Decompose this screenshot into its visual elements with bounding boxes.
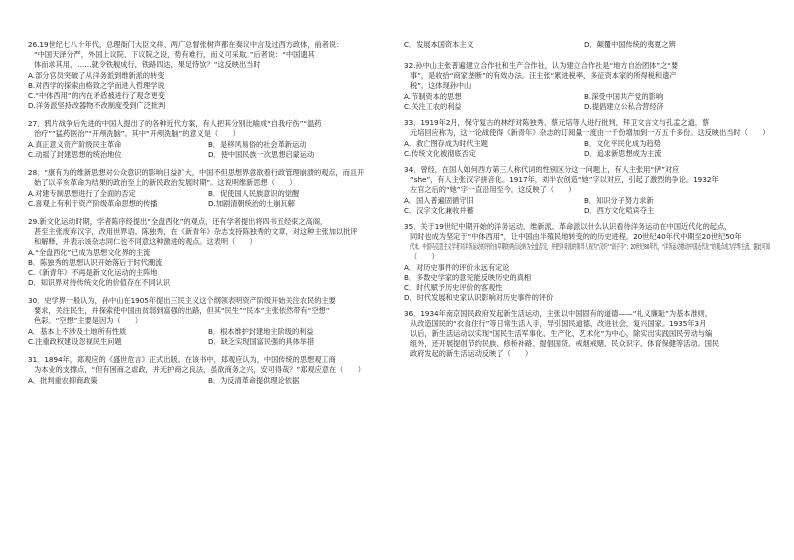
question-q30-option: B．根本维护封建地主阶级的利益	[208, 327, 314, 336]
question-q27-stem: 27．鸦片战争后先进的中国人提出了的各种近代方案，有人把其分别比喻成“自我疗伤”“温药	[28, 119, 322, 128]
question-q29-option: C.《新青年》不再是新文化运动的主阵地	[28, 268, 158, 277]
question-q34-option: B．知识分子努力求新	[584, 196, 654, 205]
question-q29-stem: 和解释，并表示该杂志同仁也不同意这种激进的观点。这表明（ ）	[34, 237, 257, 246]
question-q28-stem: 始了以辛亥革命为结果的政治至上的新民政治发展时期”。这说明维新思想（ ）	[34, 178, 297, 187]
question-q32-stem: 事”，是收拾“商家垄断”的有效办法。汪主张“累进税率，多征资本家的所得税和遗产	[410, 71, 677, 80]
question-q26-stem: “中国天泽分严，外国上议院、下议院之设，势有难行，而义可采取。”后者说：“中国遗其	[34, 50, 315, 59]
question-q33-option: C.传统文化被彻底否定	[404, 149, 476, 158]
question-q32-stem: 32.孙中山主张普遍建立合作社和生产合作社，认为建立合作社是“地方自治团体”之“要	[404, 61, 679, 70]
question-q27-option: B．是移风易俗的社会革新运动	[208, 140, 307, 149]
question-q35-option: D．时代发展和史家认识影响对历史事件的评价	[404, 293, 554, 302]
question-q35-stem: （ ）	[410, 252, 439, 261]
question-q31-option: B．为反清革命提供理论依据	[208, 376, 300, 385]
question-q36-stem: 36．1934年南京国民政府发起新生活运动，主张以中国固有的道德——“礼义廉耻”为基本准则，	[404, 309, 713, 318]
question-q31-tail-option: D．颠覆中国传统的夷夏之辨	[584, 40, 676, 49]
question-q35-option: B．多数史学家的意见能反映历史的真相	[404, 273, 532, 282]
question-q35-stem: 同时也成为坚定于“中体西用”，让中国由半殖民地转变的的历史进程。20世纪40年代中期至20世纪50年	[410, 232, 742, 241]
question-q30-option: C.注重政权建设忽视民生问题	[28, 337, 122, 346]
question-q29-option: A.“全盘西化”已成为思想文化界的主流	[28, 248, 151, 257]
question-q27-option: D．使中国民族一次思想启蒙运动	[208, 150, 315, 159]
question-q35-option: A．对历史事件的评价永远有定论	[404, 263, 510, 272]
question-q32-option: C.关注工农的利益	[404, 102, 462, 111]
question-q26-stem: 26.19世纪七八十年代，总理衙门大臣文祥、两广总督张树声都在奏议中言及过西方政体，前者说：	[28, 40, 344, 49]
question-q26-option: C.“中体西用”的内在矛盾被进行了观念更变	[28, 91, 165, 100]
question-q30-stem: 要求，关注民生，并探索使中国由贫弱到富强的出路，但其“民生”“民本”主张依然带有“空想”	[34, 306, 330, 315]
question-q29-stem: 甚至主张废弃汉字，改用世界语。陈独秀，在《新青年》杂志支持陈独秀的文章，对这种主张加以批评	[34, 227, 358, 236]
question-q32-option: B.深受中国共产党的影响	[584, 92, 664, 101]
question-q28-option: C.喜观上有利于资产阶级革命思想的传播	[28, 199, 158, 208]
question-q26-option: B.对西学的探索由格致之学而进入哲理学说	[28, 81, 165, 90]
question-q31-option: A．批判重农抑商政策	[28, 376, 98, 385]
question-q34-stem: 34．曾经，在国人如何西方第三人称代词的性别区分这一问题上，有人主张用“伊”对应	[404, 165, 680, 174]
question-q31-stem: 31．1894年，郑观应的《盛世危言》正式出版。在该书中，郑观应认为，中国传统的思想观工商	[28, 355, 336, 364]
question-q34-stem: 左官之后的“她”字一直沿用至今。这反映了（ ）	[410, 185, 576, 194]
question-q30-option: A．基本上不涉及土地所有性质	[28, 327, 127, 336]
question-q36-stem: 组外，还开展提倡节约民族、修桥补路、提倡国货、戒烟戒赌、民众识字、体育保健等活动。国民	[410, 339, 720, 348]
question-q27-option: A.真正意义资产阶级民主革命	[28, 140, 122, 149]
question-q36-stem: 政府发起的新生活运动反映了（ ）	[410, 349, 533, 358]
question-q28-option: A.对建专制思想进行了全面的否定	[28, 189, 136, 198]
question-q34-option: C．汉字文化兼收并蓄	[404, 206, 474, 215]
question-q27-stem: 治疗”“猛药医治”“开颅洗脑”。其中“开颅洗脑”的意义是（ ）	[34, 129, 240, 138]
question-q28-option: D.加剧清朝统治的土崩瓦解	[208, 199, 295, 208]
question-q30-stem: 色彩。“空想”主要是因为（ ）	[34, 316, 143, 325]
question-q28-option: B．促使国人民族意识的觉醒	[208, 189, 300, 198]
question-q31-stem: 为本业的支撑点，“但有困商之虐政，并无护商之良法，虽欲商务之兴，安可得哉？”郑观应意在（ ）	[34, 365, 365, 374]
question-q33-option: A．救亡图存成为时代主题	[404, 139, 488, 148]
question-q32-option: D.提倡建立公私合营经济	[584, 102, 664, 111]
question-q26-option: D.洋务派坚持改器物不改制度受到广泛批判	[28, 101, 166, 110]
question-q29-option: B．陈独秀的思想认识开始落后于时代潮流	[28, 258, 163, 267]
question-q29-stem: 29.新文化运动时期，学者陈序经提出“全盘西化”的观点，还有学者提出将四书五经束之高阁，	[28, 217, 328, 226]
question-q36-stem: 从改造国民的“衣食住行”等日常生活入手，导引国民道德，改进社会，复兴国家。1935年3月	[410, 319, 707, 328]
question-q33-stem: 元培回应称为，这一论战使得《新青年》杂志的订阅量一度由一千份增加到一万五千多份。这反映出当时（ ）	[410, 128, 770, 137]
question-q33-stem: 33．1919年2月，保守复古的林纾对陈独秀、蔡元培等人进行批判，拜卫文言文与孔孟之道，蔡	[404, 118, 710, 127]
question-q29-option: D．知识界对待传统文化的价值存在不同认识	[28, 278, 171, 287]
question-q33-option: B．文化平民化成为趋势	[584, 139, 661, 148]
question-q31-tail-option: C．发展本国资本主义	[404, 40, 474, 49]
question-q34-option: A．国人普遍固循守旧	[404, 196, 474, 205]
question-q34-option: D．西方文化喧宾夺主	[584, 206, 655, 215]
question-q27-option: C.动摇了封建思想的统治地位	[28, 150, 122, 159]
question-q35-stem: 代末，中国马克思主义学者对洋务运动的评价由早期的两点论转为全盘否定，并把洋务派的领导人视为“汉奸”“刽子手”；20世纪80年代，“洋务运动推动中国近代化”的观点成为学界主流。据此可知	[410, 242, 771, 251]
question-q36-stem: 以后，新生活运动以实现“国民生活军事化、生产化、艺术化”为中心，除实出实践国民劳动与编	[410, 329, 713, 338]
question-q32-stem: 税”。这体现孙中山	[410, 81, 472, 90]
question-q34-stem: “she”，有人主张汉字拼音化。1917年，刘半农创造“她”字以对应，引起了激烈的争论。1932年	[410, 175, 719, 184]
question-q26-option: A.部分官员突破了从洋务派到维新派的转变	[28, 71, 165, 80]
question-q26-stem: 体而求其用，……就令铁舰成行，铁路四达，果足恃欤？”这反映出当时	[34, 60, 261, 69]
question-q30-option: D．缺乏实现国富民强的具体举措	[208, 337, 315, 346]
question-q28-stem: 28．“康有为的维新思想对公众意识的影响日益扩大，中国不但思想界意欲着行政管理崩溃的观点，而且开	[28, 168, 365, 177]
question-q33-option: D．追求新思想成为主流	[584, 149, 662, 158]
question-q32-option: A.节制资本的思想	[404, 92, 462, 101]
question-q35-stem: 35．关于19世纪中期开始的洋务运动，维新派、革命派以什么认识看待洋务运动在中国近代化的起点，	[404, 222, 732, 231]
question-q30-stem: 30．史学界一般认为，孙中山在1905年提出三民主义这个纲领表明资产阶级开始关注农民的主要	[28, 296, 336, 305]
question-q35-option: C．时代赋予历史评价的客观性	[404, 283, 503, 292]
